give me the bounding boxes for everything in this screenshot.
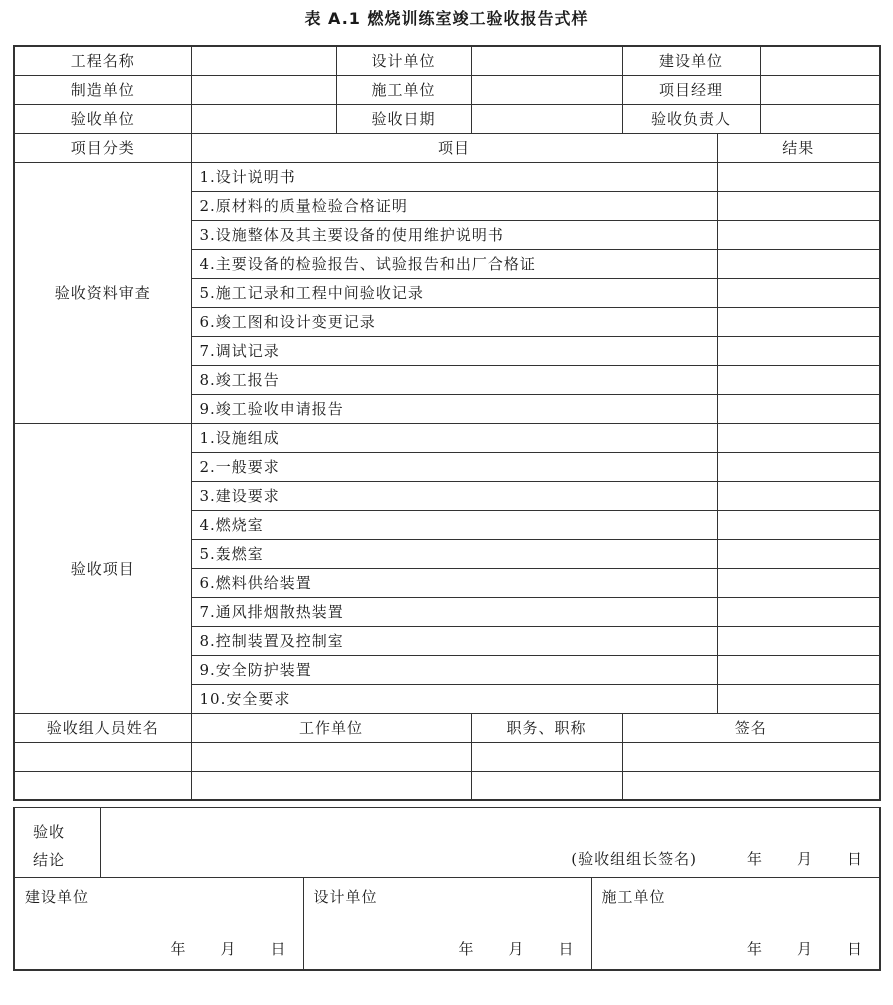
contractor-signoff-label: 施工单位 [601,888,666,906]
acceptance-report-table [13,45,881,801]
month-label: 月 [220,939,237,958]
manufacturer-label: 制造单位 [14,75,191,104]
acceptance-date-value[interactable] [471,104,622,133]
document-review-result-cell[interactable] [717,336,880,365]
item-header: 项目 [191,133,717,162]
member-unit-cell[interactable] [191,771,471,800]
day-label: 日 [270,939,287,958]
acceptance-item-result-cell[interactable] [717,684,880,713]
document-review-result-cell[interactable] [717,249,880,278]
leader-sign-label: (验收组组长签名) [571,850,697,868]
acceptance-item-result-cell[interactable] [717,626,880,655]
leader-signature-line [571,848,863,869]
member-unit-header: 工作单位 [191,713,471,742]
acceptance-item-item: 4.燃烧室 [191,510,717,539]
acceptance-item-item: 6.燃料供给装置 [191,568,717,597]
document-review-item: 4.主要设备的检验报告、试验报告和出厂合格证 [191,249,717,278]
member-unit-cell[interactable] [191,742,471,771]
acceptance-item-result-cell[interactable] [717,597,880,626]
month-label: 月 [508,939,525,958]
result-header: 结果 [717,133,880,162]
acceptance-item-result-cell[interactable] [717,481,880,510]
project-name-label: 工程名称 [14,46,191,75]
contractor-value[interactable] [471,75,622,104]
acceptance-item-result-cell[interactable] [717,452,880,481]
construction-unit-label: 建设单位 [622,46,760,75]
acceptance-item-result-cell[interactable] [717,539,880,568]
design-signoff-label: 设计单位 [313,888,378,906]
document-review-item: 3.设施整体及其主要设备的使用维护说明书 [191,220,717,249]
acceptance-item-item: 5.轰燃室 [191,539,717,568]
month-label: 月 [796,939,813,958]
acceptance-unit-value[interactable] [191,104,336,133]
document-review-result-cell[interactable] [717,394,880,423]
member-sign-header: 签名 [622,713,880,742]
design-unit-label: 设计单位 [336,46,471,75]
contractor-signoff-cell[interactable] [591,878,880,970]
document-review-result-cell[interactable] [717,307,880,336]
conclusion-label [14,808,100,878]
design-unit-value[interactable] [471,46,622,75]
acceptance-date-label: 验收日期 [336,104,471,133]
acceptance-item-item: 8.控制装置及控制室 [191,626,717,655]
document-review-result-cell[interactable] [717,191,880,220]
document-review-result-cell[interactable] [717,162,880,191]
acceptance-item-row [14,423,880,452]
construction-signoff-label: 建设单位 [25,888,90,906]
conclusion-label-line2: 结论 [33,851,66,869]
member-sign-cell[interactable] [622,771,880,800]
project-name-value[interactable] [191,46,336,75]
acceptance-item-category-label: 验收项目 [14,423,191,713]
document-review-row [14,162,880,191]
document-review-item: 5.施工记录和工程中间验收记录 [191,278,717,307]
document-review-item: 9.竣工验收申请报告 [191,394,717,423]
acceptance-item-item: 7.通风排烟散热装置 [191,597,717,626]
category-header: 项目分类 [14,133,191,162]
document-review-item: 8.竣工报告 [191,365,717,394]
document-review-section [14,162,880,423]
acceptance-item-result-cell[interactable] [717,655,880,684]
contractor-signoff-date [747,938,863,959]
design-signoff-date [458,938,574,959]
member-title-cell[interactable] [471,742,622,771]
document-review-result-cell[interactable] [717,220,880,249]
year-label: 年 [170,939,187,958]
document-review-result-cell[interactable] [717,365,880,394]
acceptance-item-result-cell[interactable] [717,423,880,452]
member-name-header: 验收组人员姓名 [14,713,191,742]
project-manager-value[interactable] [760,75,880,104]
year-label: 年 [746,939,763,958]
document-review-item: 6.竣工图和设计变更记录 [191,307,717,336]
day-label: 日 [847,850,864,868]
document-review-item: 7.调试记录 [191,336,717,365]
acceptance-lead-label: 验收负责人 [622,104,760,133]
document-title: 表 A.1 燃烧训练室竣工验收报告式样 [304,9,589,28]
member-name-cell[interactable] [14,742,191,771]
document-review-item: 1.设计说明书 [191,162,717,191]
document-review-item: 2.原材料的质量检验合格证明 [191,191,717,220]
acceptance-item-item: 3.建设要求 [191,481,717,510]
day-label: 日 [558,939,575,958]
acceptance-item-item: 2.一般要求 [191,452,717,481]
member-title-header: 职务、职称 [471,713,622,742]
acceptance-item-result-cell[interactable] [717,510,880,539]
day-label: 日 [847,939,864,958]
acceptance-item-item: 1.设施组成 [191,423,717,452]
project-manager-label: 项目经理 [622,75,760,104]
acceptance-lead-value[interactable] [760,104,880,133]
document-review-category-label: 验收资料审查 [14,162,191,423]
acceptance-unit-label: 验收单位 [14,104,191,133]
member-sign-cell[interactable] [622,742,880,771]
signoff-table [13,807,881,971]
design-signoff-cell[interactable] [303,878,591,970]
conclusion-cell[interactable] [100,808,880,878]
conclusion-label-line1: 验收 [33,823,66,841]
member-name-cell[interactable] [14,771,191,800]
construction-unit-value[interactable] [760,46,880,75]
member-title-cell[interactable] [471,771,622,800]
document-review-result-cell[interactable] [717,278,880,307]
acceptance-items-section [14,423,880,713]
month-label: 月 [796,850,813,868]
construction-signoff-date [170,938,286,959]
contractor-label: 施工单位 [336,75,471,104]
acceptance-item-item: 9.安全防护装置 [191,655,717,684]
acceptance-item-item: 10.安全要求 [191,684,717,713]
year-label: 年 [746,850,763,868]
construction-signoff-cell[interactable] [14,878,303,970]
year-label: 年 [458,939,475,958]
manufacturer-value[interactable] [191,75,336,104]
acceptance-item-result-cell[interactable] [717,568,880,597]
